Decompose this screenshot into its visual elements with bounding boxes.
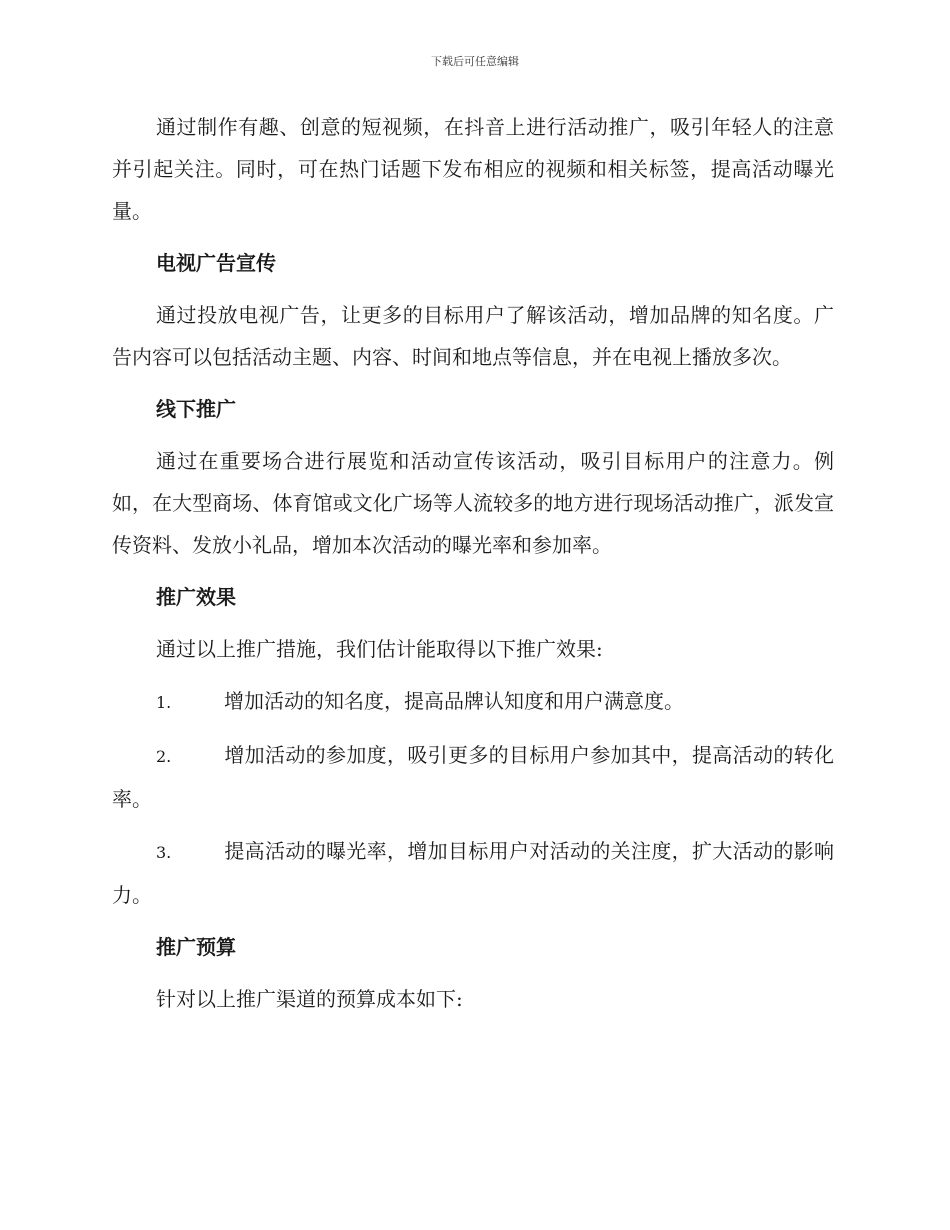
offline-heading: 线下推广 — [156, 397, 236, 421]
effect-item-1 — [112, 680, 834, 724]
effect-intro-paragraph: 通过以上推广措施，我们估计能取得以下推广效果: — [156, 637, 603, 661]
document-body — [112, 106, 834, 1030]
douyin-paragraph: 通过制作有趣、创意的短视频，在抖音上进行活动推广，吸引年轻人的注意并引起关注。同时，可在热门话题下发布相应的视频和相关标签，提高活动曝光量。 — [112, 115, 834, 223]
effect-item-text: 增加活动的参加度，吸引更多的目标用户参加其中，提高活动的转化率。 — [112, 743, 834, 811]
budget-heading: 推广预算 — [156, 935, 236, 959]
effect-item-3 — [112, 830, 834, 916]
page-header: 下载后可任意编辑 — [431, 55, 519, 68]
effect-item-number: 1. — [156, 693, 172, 712]
offline-paragraph: 通过在重要场合进行展览和活动宣传该活动，吸引目标用户的注意力。例如，在大型商场、体育馆或文化广场等人流较多的地方进行现场活动推广，派发宣传资料、发放小礼品，增加本次活动的曝光率和参加率。 — [112, 449, 834, 557]
effect-item-2 — [112, 734, 834, 820]
budget-paragraph: 针对以上推广渠道的预算成本如下: — [156, 987, 463, 1011]
effect-heading: 推广效果 — [156, 585, 236, 609]
effect-item-text: 提高活动的曝光率，增加目标用户对活动的关注度，扩大活动的影响力。 — [112, 839, 834, 907]
tv-ad-paragraph: 通过投放电视广告，让更多的目标用户了解该活动，增加品牌的知名度。广告内容可以包括活动主题、内容、时间和地点等信息，并在电视上播放多次。 — [112, 303, 834, 369]
effect-item-text: 增加活动的知名度，提高品牌认知度和用户满意度。 — [224, 689, 684, 713]
effect-item-number: 3. — [156, 843, 172, 862]
tv-ad-heading: 电视广告宣传 — [156, 251, 276, 275]
effect-item-number: 2. — [156, 747, 172, 766]
